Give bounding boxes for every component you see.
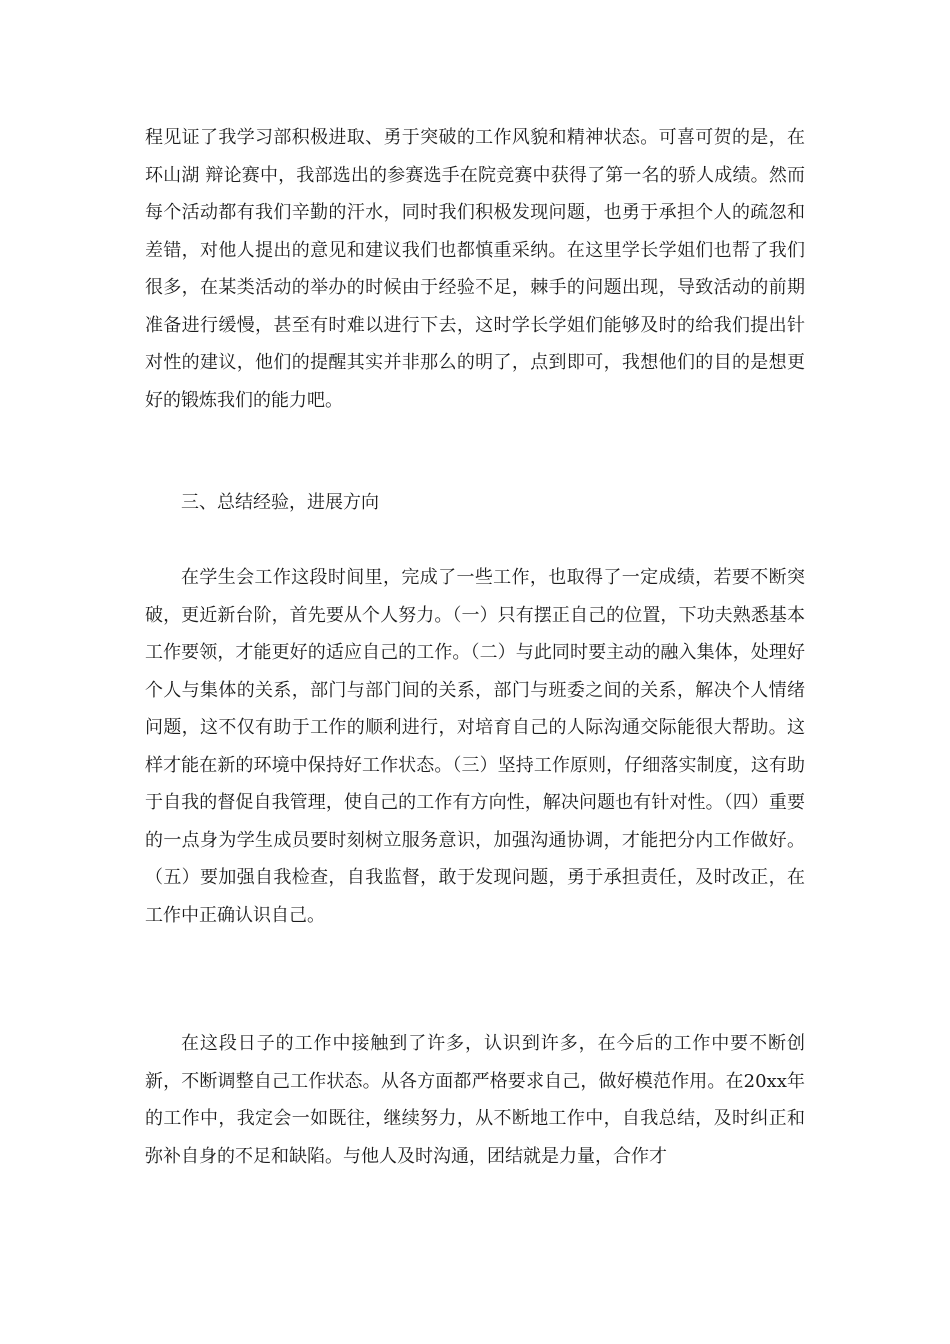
paragraph-summary: 在学生会工作这段时间里，完成了一些工作，也取得了一定成绩，若要不断突破，更近新台阶，首先要从个人努力。（一）只有摆正自己的位置，下功夫熟悉基本工作要领，才能更好的适应自己的工作。（二）与此同时要主动的融入集体，处理好个人与集体的关系，部门与部门间的关系，部门与班委之间的关系，解决个人情绪问题，这不仅有助于工作的顺利进行，对培育自己的人际沟通交际能很大帮助。这样才能在新的环境中保持好工作状态。（三）坚持工作原则，仔细落实制度，这有助于自我的督促自我管理，使自己的工作有方向性，解决问题也有针对性。（四）重要的一点身为学生成员要时刻树立服务意识，加强沟通协调，才能把分内工作做好。（五）要加强自我检查，自我监督，敢于发现问题，勇于承担责任，及时改正，在工作中正确认识自己。: [145, 567, 805, 926]
section-heading: 三、总结经验，进展方向: [181, 492, 379, 513]
paragraph-future: 在这段日子的工作中接触到了许多，认识到许多，在今后的工作中要不断创新，不断调整自己工作状态。从各方面都严格要求自己，做好模范作用。在20xx年的工作中，我定会一如既往，继续努力，从不断地工作中，自我总结，及时纠正和弥补自身的不足和缺陷。与他人及时沟通，团结就是力量，合作才: [145, 1033, 805, 1167]
paragraph-continued: 程见证了我学习部积极进取、勇于突破的工作风貌和精神状态。可喜可贺的是，在 环山湖 辩论赛中，我部选出的参赛选手在院竞赛中获得了第一名的骄人成绩。然而每个活动都有我们辛勤的汗水，同时我们积极发现问题，也勇于承担个人的疏忽和差错，对他人提出的意见和建议我们也都慎重采纳。在这里学长学姐们也帮了我们很多，在某类活动的举办的时候由于经验不足，棘手的问题出现，导致活动的前期准备进行缓慢，甚至有时难以进行下去，这时学长学姐们能够及时的给我们提出针对性的建议，他们的提醒其实并非那么的明了，点到即可，我想他们的目的是想更好的锻炼我们的能力吧。: [145, 127, 805, 411]
